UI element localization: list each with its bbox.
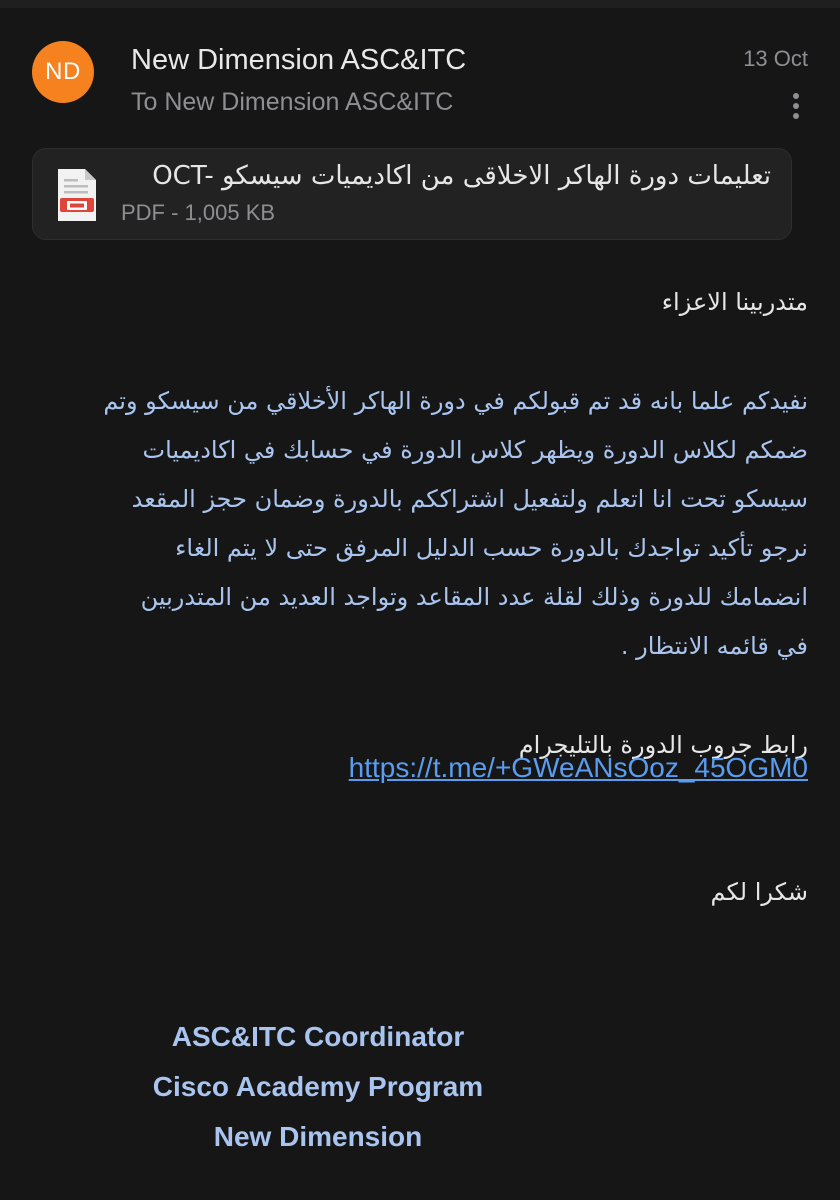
telegram-group-label: رابط جروب الدورة بالتليجرام	[518, 731, 808, 759]
email-signature	[98, 1012, 538, 1162]
paragraph-line: انضمامك للدورة وذلك لقلة عدد المقاعد وتواجد العديد من المتدربين	[140, 583, 808, 611]
sender-name[interactable]: New Dimension ASC&ITC	[131, 44, 467, 76]
email-paragraph	[32, 377, 808, 671]
email-date: 13 Oct	[743, 46, 808, 71]
paragraph-line: نفيدكم علما بانه قد تم قبولكم في دورة الهاكر الأخلاقي من سيسكو وتم	[103, 387, 808, 415]
attachment-meta: PDF - 1,005 KB	[121, 200, 276, 225]
recipient-line[interactable]: To New Dimension ASC&ITC	[131, 88, 454, 116]
attachment-filename: OCT- تعليمات دورة الهاكر الاخلاقى من اكاديميات سيسكو	[152, 161, 771, 191]
paragraph-line: في قائمه الانتظار .	[620, 632, 808, 660]
more-options-button[interactable]	[784, 84, 808, 128]
pdf-attachment[interactable]	[32, 148, 792, 240]
paragraph-line: سيسكو تحت انا اتعلم ولتفعيل اشتراككم بالدورة وضمان حجز المقعد	[131, 485, 808, 513]
status-bar-strip	[0, 0, 840, 8]
avatar-initials: ND	[45, 58, 81, 85]
paragraph-line: نرجو تأكيد تواجدك بالدورة حسب الدليل المرفق حتى لا يتم الغاء	[175, 534, 808, 562]
signature-program: Cisco Academy Program	[152, 1071, 484, 1102]
signature-title: ASC&ITC Coordinator	[171, 1021, 465, 1052]
telegram-group-link[interactable]: https://t.me/+GWeANsOoz_45OGM0	[348, 752, 808, 783]
email-view	[0, 8, 840, 1200]
paragraph-line: ضمكم لكلاس الدورة ويظهر كلاس الدورة في حسابك في اكاديميات	[142, 436, 808, 464]
vertical-ellipsis-icon	[784, 84, 808, 128]
email-closing: شكرا لكم	[710, 878, 808, 906]
sender-avatar[interactable]	[32, 41, 94, 103]
email-greeting: متدربينا الاعزاء	[661, 288, 808, 316]
signature-organization: New Dimension	[213, 1121, 423, 1152]
